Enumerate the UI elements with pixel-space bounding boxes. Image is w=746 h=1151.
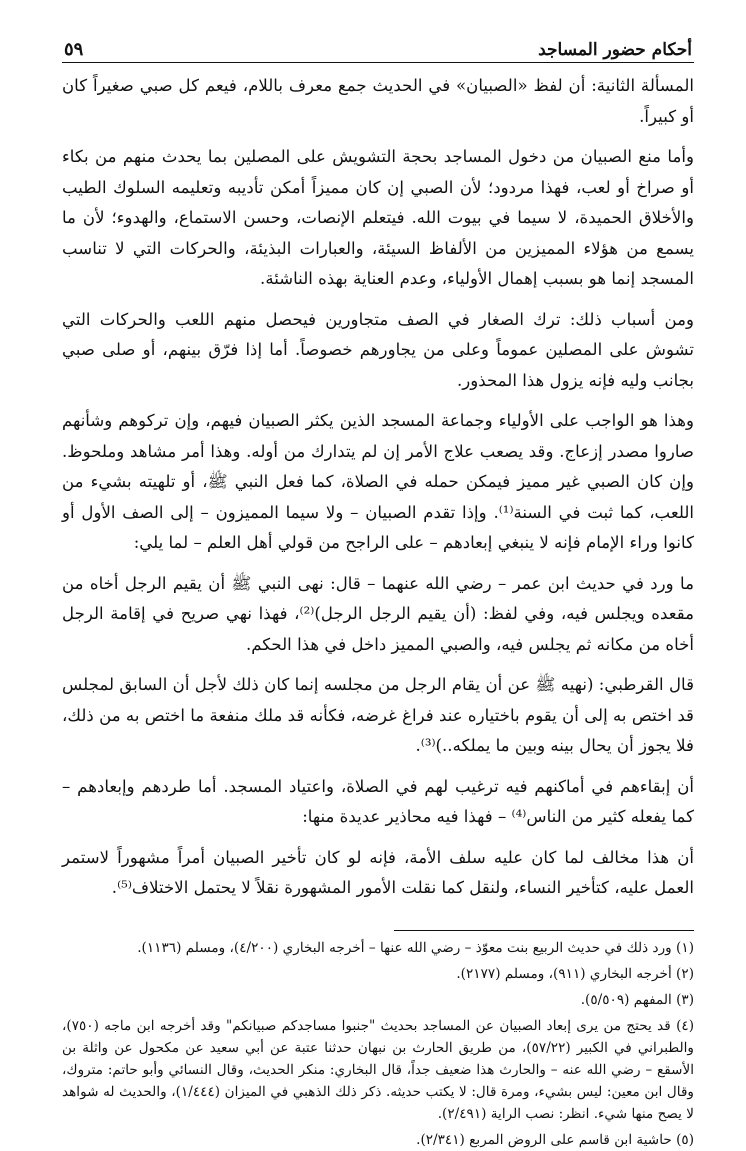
footnote: (٣) المفهم (٥/٥٠٩). bbox=[580, 991, 694, 1008]
footnote-divider bbox=[394, 930, 694, 931]
main-text bbox=[62, 71, 694, 904]
footnote: (٢) أخرجه البخاري (٩١١)، ومسلم (٢١٧٧). bbox=[456, 965, 694, 982]
footnote: (١) ورد ذلك في حديث الربيع بنت معوّذ – رضي الله عنها – أخرجه البخاري (٤/٢٠٠)، ومسلم (١١٣٦). bbox=[137, 939, 694, 956]
paragraph: ومن أسباب ذلك: ترك الصغار في الصف متجاورين فيحصل منهم اللعب والحركات التي تشوش على المصلين عموماً وعلى من يجاورهم خصوصاً. أما إذا فرّق بينهم، أو صلى صبي بجانب وليه فإنه يزول هذا المحذور. bbox=[62, 309, 694, 390]
footnote: (٥) حاشية ابن قاسم على الروض المربع (٢/٣٤١). bbox=[416, 1131, 694, 1148]
paragraph: أن إبقاءهم في أماكنهم فيه ترغيب لهم في الصلاة، واعتياد المسجد. أما طردهم وإبعادهم – كما يفعله كثير من الناس⁽⁴⁾ – فهذا فيه محاذير عديدة منها: bbox=[62, 776, 694, 826]
paragraph: وأما منع الصبيان من دخول المساجد بحجة التشويش على المصلين بما يحدث منهم من بكاء أو صراخ أو لعب، فهذا مردود؛ لأن الصبي إن كان مميزاً أمكن تأديبه وتعليمه السلوك الطيب والأخلاق الحميدة، لا سيما في بيوت الله. فيتعلم الإنصات، وحسن الاستماع، والهدوء؛ لأن ما يسمع من هؤلاء المميزين من الألفاظ السيئة، والعبارات البذيئة، والحركات التي لا تناسب المسجد إنما هو بسبب إهمال الأولياء، وعدم العناية بهذه الناشئة. bbox=[62, 147, 694, 288]
header-title: أحكام حضور المساجد bbox=[538, 40, 692, 60]
paragraph: أن هذا مخالف لما كان عليه سلف الأمة، فإنه لو كان تأخير الصبيان أمراً مشهوراً لاستمر العمل عليه، كتأخير النساء، ولنقل كما نقلت الأمور المشهورة نقلاً لا يحتمل الاختلاف⁽⁵⁾. bbox=[62, 847, 694, 897]
paragraph: المسألة الثانية: أن لفظ «الصبيان» في الحديث جمع معرف باللام، فيعم كل صبي صغيراً كان أو كبيراً. bbox=[62, 76, 694, 126]
paragraph: وهذا هو الواجب على الأولياء وجماعة المسجد الذين يكثر الصبيان فيهم، وإن تركوهم وشأنهم صاروا مصدر إزعاج. وقد يصعب علاج الأمر إن لم يتدارك من أوله. وهذا أمر مشاهد وملحوظ. وإن كان الصبي غير مميز فيمكن حمله في الصلاة، كما فعل النبي ﷺ، أو تلهيته بشيء من اللعب، كما ثبت في السنة⁽¹⁾. وإذا تقدم الصبيان – ولا سيما المميزون – إلى الصف الأول أو كانوا وراء الإمام فإنه لا ينبغي إبعادهم – على الراجح من قولي أهل العلم – لما يلي: bbox=[62, 411, 695, 552]
running-header bbox=[62, 30, 694, 63]
footnote: (٤) قد يحتج من يرى إبعاد الصبيان عن المساجد بحديث "جنبوا مساجدكم صبيانكم" وقد أخرجه ابن ماجه (٧٥٠)، والطبراني في الكبير (٥٧/٢٢)، من طريق الحارث بن نبهان حدثنا عتبة عن أبي سعيد عن مكحول عن واثلة بن الأسقع – رضي الله عنه – والحارث هذا ضعيف جداً، قال البخاري: منكر الحديث، وقال النسائي وأبو حاتم: متروك، وقال ابن معين: ليس بشيء، ومرة قال: لا يكتب حديثه. ذكر ذلك الذهبي في الميزان (١/٤٤٤)، والحديث له شواهد لا يصح منها شيء. انظر: نصب الراية (٢/٤٩١). bbox=[62, 1017, 695, 1122]
footnotes bbox=[62, 937, 694, 1151]
paragraph: قال القرطبي: (نهيه ﷺ عن أن يقام الرجل من مجلسه إنما كان ذلك لأجل أن السابق لمجلس قد اختص به إلى أن يقوم باختياره عند فراغ غرضه، فكأنه قد ملك منفعة ما اختص به من ذلك، فلا يجوز أن يحال بينه وبين ما يملكه..)⁽³⁾. bbox=[62, 675, 694, 755]
paragraph: ما ورد في حديث ابن عمر – رضي الله عنهما – قال: نهى النبي ﷺ أن يقيم الرجل أخاه من مقعده ويجلس فيه، وفي لفظ: (أن يقيم الرجل الرجل)⁽²⁾، فهذا نهي صريح في إقامة الرجل أخاه من مكانه ثم يجلس فيه، والصبي المميز داخل في هذا الحكم. bbox=[62, 573, 694, 654]
page-number: ٥٩ bbox=[64, 39, 84, 60]
